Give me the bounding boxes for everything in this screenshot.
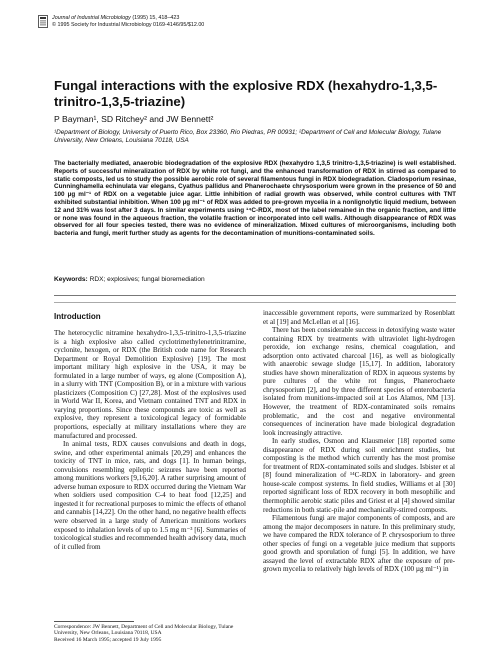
body-paragraph: There has been considerable success in detoxifying waste water containing RDX by treatments with ultraviolet light-hydrogen peroxide, ion exchange resins, chemical coagulation, and adsorption onto activated charcoal [16], as well as biologically with anaerobic sewage sludge [15,17]. In addition, laboratory studies have shown mineralization of RDX in aqueous systems by pure cultures of the white rot fungus, Phanerochaete chrysosporium [2], and by three different species of enterobacteria isolated from munitions-impacted soil at Los Alamos, NM [13]. However, the treatment of RDX-contaminated soils remains problematic, and the cost and negative environmental consequences of incineration have made biological degradation look increasingly attractive.	[263, 326, 455, 437]
article-abstract: The bacterially mediated, anaerobic biodegradation of the explosive RDX (hexahydro 1,3,5 trinitro-1,3,5-triazine) is well established. Reports of successful mineralization of RDX by white rot fungi, and the enhanced transformation of RDX in stirred as compared to static composts, led us to study the possible aerobic role of several filamentous fungi in RDX biodegradation. Cladosporium resinae, Cunninghamella echinulata var elegans, Cyathus pallidus and Phanerochaete chrysosporium were grown in the presence of 50 and 100 µg ml⁻¹ of RDX on a vegetable juice agar. Little inhibition of radial growth was observed, while control cultures with TNT exhibited substantial inhibition. When 100 µg ml⁻¹ of RDX was added to pre-grown mycelia in a nonlignolytic liquid medium, between 12 and 31% was lost after 3 days. In similar experiments using ¹⁴C-RDX, most of the label remained in the organic fraction, and little or none was found in the aqueous fraction, the volatile fraction or incorporated into cell walls. Although disappearance of RDX was observed for all four species tested, there was no evidence of mineralization. Mixed cultures of microorganisms, including both bacteria and fungi, merit further study as agents for the decontamination of munitions-contaminated soils.	[54, 160, 456, 238]
journal-logo-icon	[38, 15, 48, 28]
section-divider-secondary	[54, 302, 456, 303]
article-title: Fungal interactions with the explosive RDX (hexahydro-1,3,5-trinitro-1,3,5-triazine)	[54, 78, 438, 109]
keywords-label: Keywords:	[54, 276, 88, 283]
body-paragraph: inaccessible government reports, were summarized by Rosenblatt et al [19] and McLellan et al [16].	[263, 309, 455, 326]
body-paragraph: The heterocyclic nitramine hexahydro-1,3,5-trinitro-1,3,5-triazine is a high explosive also called cyclotrimethylenetrinitramine, cyclonite, hexogen, or RDX (the British code name for Research Department or Royal Demolition Explosive) [19]. The most important military high explosive in the USA, it may be formulated in a large number of ways, eg alone (Composition A), in a slurry with TNT (Composition B), or in a mixture with various plasticizers (Composition C) [27,28]. Most of the explosives used in World War II, Korea, and Vietnam contained TNT and RDX in varying proportions. Since these compounds are toxic as well as explosive, they represent a toxicological legacy of formidable proportions, especially at military installations where they are manufactured and processed.	[54, 329, 246, 440]
journal-citation: (1995) 15, 418–423	[132, 15, 180, 21]
correspondence-footnote: Correspondence: JW Bennett, Department of Cell and Molecular Biology, Tulane University, New Orleans, Louisiana 70118, USA Received 16 March 1995; accepted 19 July 1995	[54, 624, 234, 643]
introduction-heading: Introduction	[54, 312, 101, 321]
body-paragraph: Filamentous fungi are major components of composts, and are among the major decomposers in nature. In this preliminary study, we have compared the RDX tolerance of P. chrysosporium to three other species of fungi on a vegetable juice medium that supports good growth and sporulation of fungi [5]. In addition, we have assayed the level of extractable RDX after the exposure of pre-grown mycelia to relatively high levels of RDX (100 µg ml⁻¹) in	[263, 514, 455, 574]
article-authors: P Bayman¹, SD Ritchey² and JW Bennett²	[54, 114, 214, 124]
footnote-divider	[54, 621, 134, 622]
journal-citation-line	[52, 15, 179, 21]
article-affiliations: ¹Department of Biology, University of Puerto Rico, Box 23360, Rio Piedras, PR 00931; ²Department of Cell and Molecular Biology, Tulane University, New Orleans, Louisiana 70118, USA	[54, 129, 442, 144]
keywords-line	[54, 276, 454, 283]
journal-copyright: © 1995 Society for Industrial Microbiology 0169-4146/95/$12.00	[52, 22, 205, 28]
right-column	[263, 309, 455, 574]
body-paragraph: In early studies, Osmon and Klausmeier [18] reported some disappearance of RDX during soil enrichment studies, but composting is the method which currently has the most promise for treatment of RDX-contaminated soils and sludges. Isbister et al [8] found mineralization of ¹⁴C-RDX in laboratory- and green house-scale compost systems. In field studies, Williams et al [30] reported significant loss of RDX recovery in both mesophilic and thermophilic aerobic static piles and Griest et al [4] showed similar reductions in both static-pile and mechanically-stirred composts.	[263, 437, 455, 514]
keywords-text: RDX; explosives; fungal bioremediation	[89, 276, 205, 283]
section-divider	[54, 295, 456, 296]
journal-name: Journal of Industrial Microbiology	[52, 15, 131, 21]
body-paragraph: In animal tests, RDX causes convulsions and death in dogs, swine, and other experimental animals [20,29] and enhances the toxicity of TNT in mice, rats, and dogs [1]. In human beings, convulsions resembling epileptic seizures have been reported among munitions workers [9,16,20]. A rather surprising amount of adverse human exposure to RDX occurred during the Vietnam War when soldiers used composition C-4 to heat food [12,25] and ingested it for recreational purposes to mimic the effects of ethanol and cannabis [14,22]. On the other hand, no negative health effects were observed in a large study of American munitions workers exposed to inhalation levels of up to 1.5 mg m⁻³ [6]. Summaries of toxicological studies and recommended health advisory data, much of it culled from	[54, 440, 246, 551]
left-column	[54, 329, 246, 551]
